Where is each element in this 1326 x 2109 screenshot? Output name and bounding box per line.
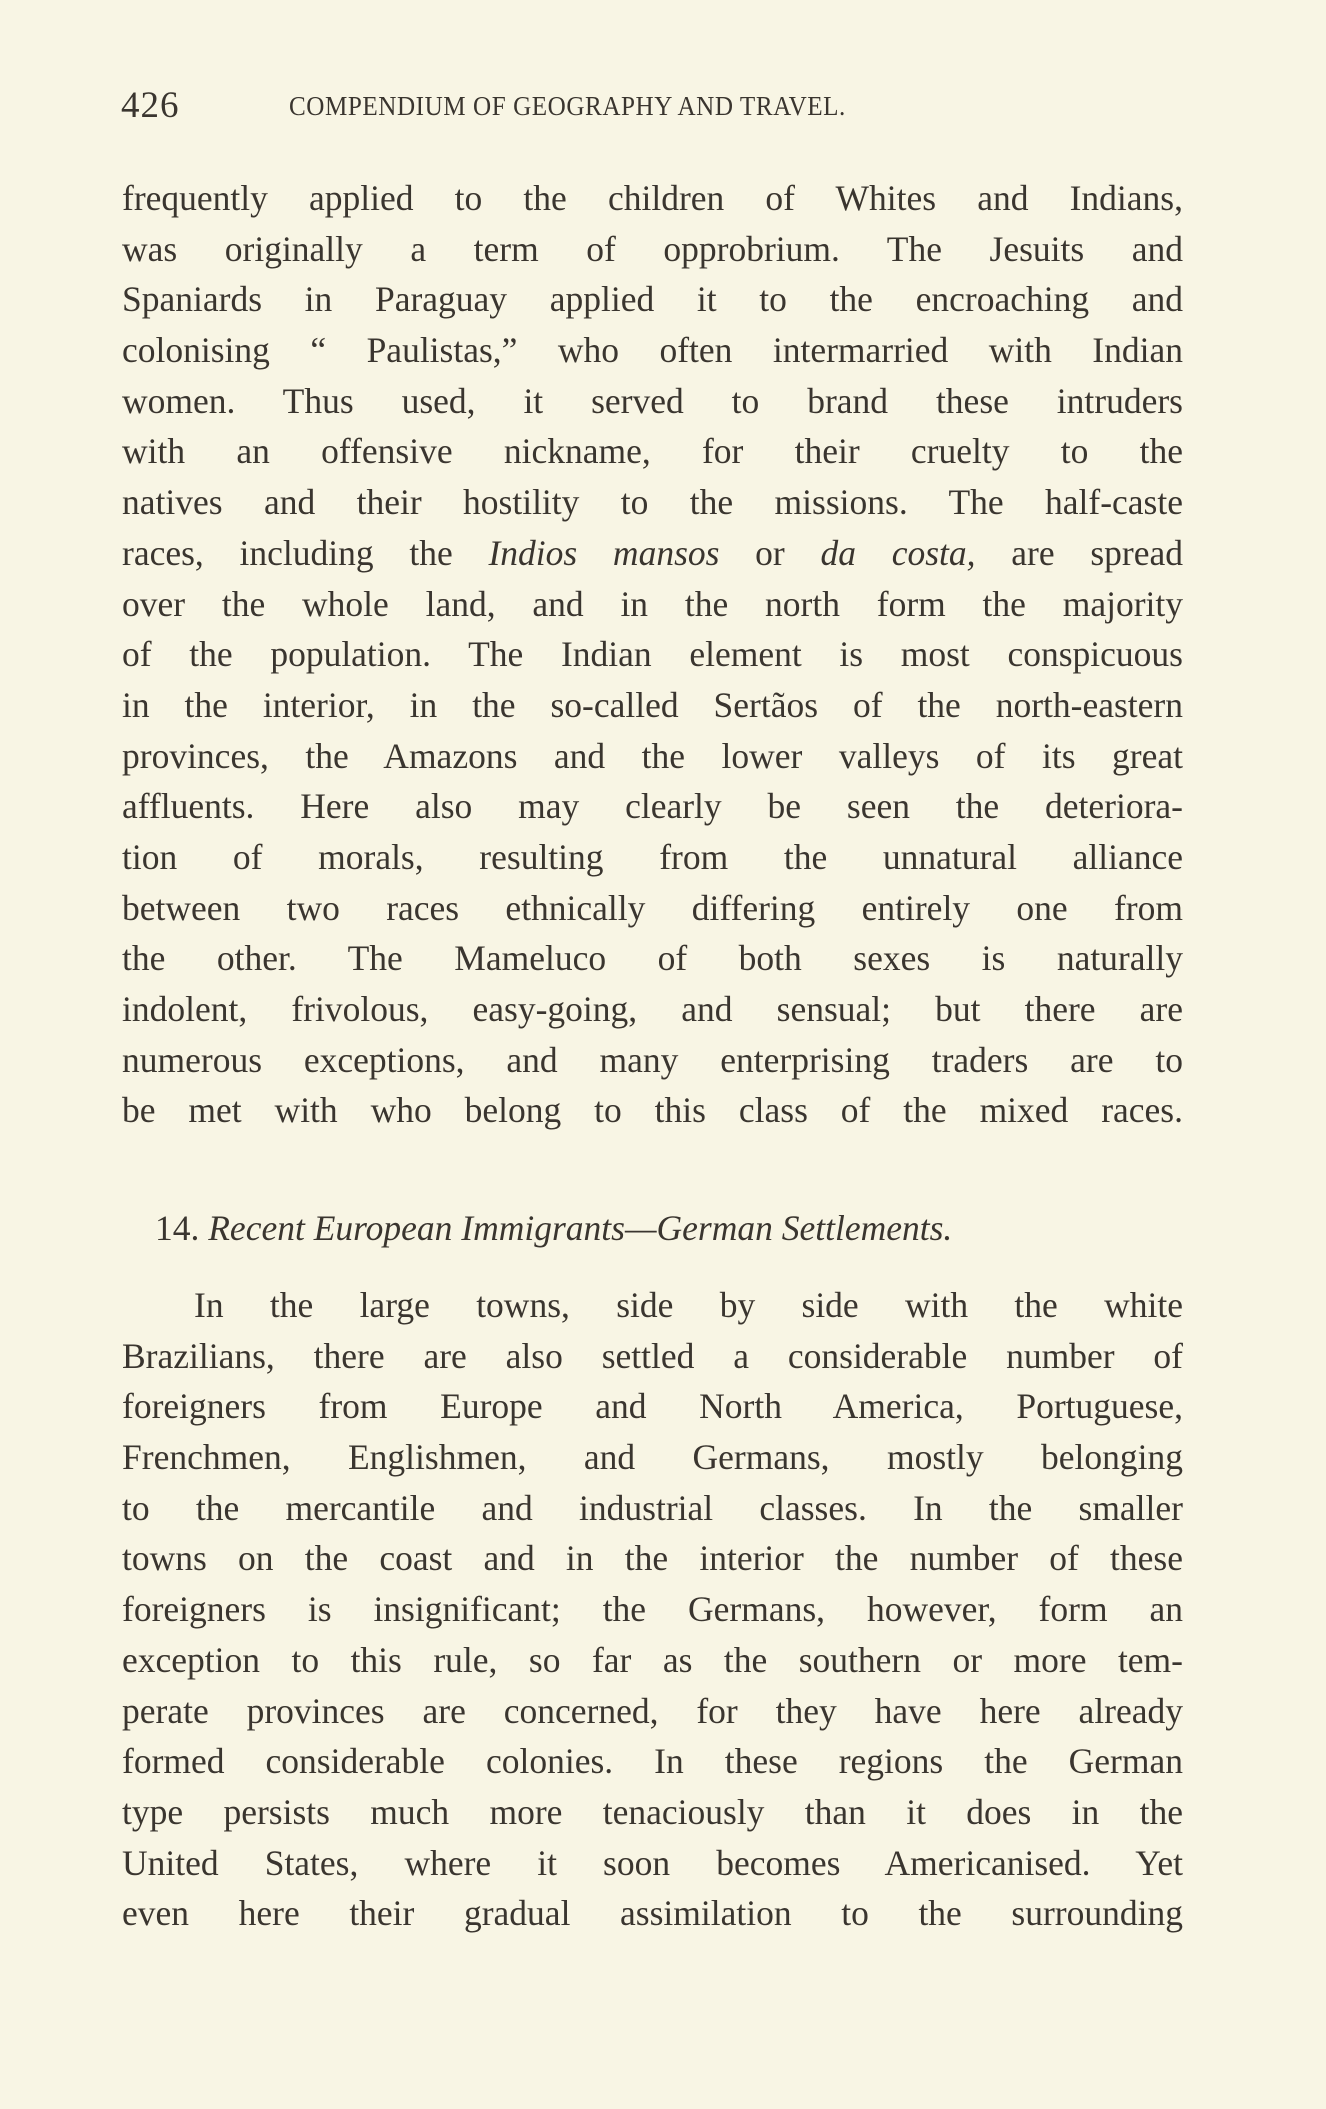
text-line-content — [122, 1635, 1183, 1686]
text-segment: are spread — [975, 532, 1183, 573]
page-number: 426 — [121, 85, 180, 126]
text-line-content — [122, 832, 1183, 883]
text-segment: formed considerable colonies. In these regions the German — [122, 1741, 1183, 1782]
text-line-content — [122, 426, 1183, 477]
text-line — [122, 426, 1183, 477]
text-line-content — [122, 579, 1183, 630]
text-line-content — [122, 1533, 1183, 1584]
text-segment: towns on the coast and in the interior the number of these — [122, 1538, 1183, 1579]
text-segment: or — [719, 532, 821, 573]
text-line-content — [122, 1035, 1183, 1086]
text-line — [122, 1533, 1183, 1584]
text-line-content — [122, 933, 1183, 984]
text-line-content — [122, 1838, 1183, 1889]
text-line-content — [122, 1085, 1183, 1136]
text-segment: United States, where it soon becomes Americanised. Yet — [122, 1842, 1183, 1883]
text-segment: was originally a term of opprobrium. The Jesuits and — [122, 228, 1183, 269]
text-segment: Spaniards in Paraguay applied it to the encroaching and — [122, 279, 1183, 320]
text-line — [122, 1838, 1183, 1889]
text-line-content — [122, 224, 1183, 275]
text-segment: of the population. The Indian element is most conspicuous — [122, 634, 1183, 675]
text-line-content — [194, 1280, 1183, 1331]
text-segment: numerous exceptions, and many enterprising traders are to — [122, 1039, 1183, 1080]
section-title: Recent European Immigrants—German Settlements. — [208, 1208, 953, 1248]
text-segment: foreigners from Europe and North America, Portuguese, — [122, 1386, 1183, 1427]
section-number: 14. — [155, 1208, 200, 1248]
text-line-content — [122, 1888, 1183, 1939]
text-segment: frequently applied to the children of Whites and Indians, — [122, 178, 1183, 218]
text-line-content — [122, 1483, 1183, 1534]
text-segment: exception to this rule, so far as the southern or more tem- — [122, 1639, 1183, 1680]
text-line-content — [122, 883, 1183, 934]
paragraph-1 — [122, 173, 1183, 1136]
text-line-content — [122, 629, 1183, 680]
text-line-content — [122, 528, 1183, 579]
text-segment: provinces, the Amazons and the lower valleys of its great — [122, 735, 1183, 776]
text-line — [122, 1736, 1183, 1787]
text-line — [122, 528, 1183, 579]
text-line — [122, 731, 1183, 782]
text-line — [122, 1787, 1183, 1838]
text-line — [122, 1381, 1183, 1432]
text-line — [122, 1432, 1183, 1483]
text-line-content — [122, 984, 1183, 1035]
text-segment: indolent, frivolous, easy-going, and sensual; but there are — [122, 989, 1183, 1029]
text-line — [122, 629, 1183, 680]
text-segment: affluents. Here also may clearly be seen the deteriora- — [122, 786, 1183, 827]
text-segment: with an offensive nickname, for their cruelty to the — [122, 431, 1183, 472]
text-segment: between two races ethnically differing entirely one from — [122, 887, 1183, 928]
text-line-content — [122, 477, 1183, 528]
text-line — [122, 1280, 1183, 1331]
text-line-content — [122, 680, 1183, 731]
text-line-content — [122, 376, 1183, 427]
text-segment: over the whole land, and in the north form the majority — [122, 583, 1183, 624]
paragraph-2 — [122, 1280, 1183, 1939]
text-segment: women. Thus used, it served to brand these intruders — [122, 380, 1183, 421]
text-line — [122, 224, 1183, 275]
italic-text: da costa, — [820, 532, 976, 573]
text-segment: races, including the — [122, 532, 489, 573]
text-line-content — [122, 1686, 1183, 1737]
text-line — [122, 1331, 1183, 1382]
text-segment: in the interior, in the so-called Sertãos of the north-eastern — [122, 684, 1183, 725]
text-line-content — [122, 781, 1183, 832]
text-line — [122, 680, 1183, 731]
text-line — [122, 1085, 1183, 1136]
text-segment: be met with who belong to this class of the mixed races. — [122, 1090, 1183, 1131]
text-line — [122, 274, 1183, 325]
text-line — [122, 984, 1183, 1035]
text-line — [122, 477, 1183, 528]
text-line — [122, 883, 1183, 934]
text-line-content — [122, 1381, 1183, 1432]
text-line-content — [122, 325, 1183, 376]
italic-text: Indios mansos — [488, 532, 720, 573]
section-heading — [155, 1203, 1155, 1253]
text-line — [122, 1584, 1183, 1635]
text-segment: to the mercantile and industrial classes. In the smaller — [122, 1487, 1183, 1528]
text-line — [122, 933, 1183, 984]
text-line-content — [122, 731, 1183, 782]
text-line — [122, 376, 1183, 427]
text-line — [122, 1483, 1183, 1534]
running-title: COMPENDIUM OF GEOGRAPHY AND TRAVEL. — [289, 91, 846, 121]
text-line — [122, 1686, 1183, 1737]
text-line — [122, 579, 1183, 630]
text-line — [122, 781, 1183, 832]
text-line-content — [122, 1787, 1183, 1838]
text-segment: Brazilians, there are also settled a considerable number of — [122, 1335, 1183, 1376]
text-segment: foreigners is insignificant; the Germans, however, form an — [122, 1589, 1183, 1630]
text-line — [122, 832, 1183, 883]
text-segment: tion of morals, resulting from the unnatural alliance — [122, 836, 1183, 877]
text-segment: Frenchmen, Englishmen, and Germans, mostly belonging — [122, 1437, 1183, 1478]
text-line — [122, 1888, 1183, 1939]
text-line-content — [122, 274, 1183, 325]
text-line — [122, 1035, 1183, 1086]
text-segment: even here their gradual assimilation to the surrounding — [122, 1893, 1183, 1934]
text-line — [122, 325, 1183, 376]
text-segment: perate provinces are concerned, for they have here already — [122, 1690, 1183, 1731]
text-segment: type persists much more tenaciously than it does in the — [122, 1791, 1183, 1832]
text-line — [122, 1635, 1183, 1686]
running-header — [121, 84, 1183, 134]
text-line — [122, 173, 1183, 224]
text-line-content — [122, 1432, 1183, 1483]
text-segment: the other. The Mameluco of both sexes is naturally — [122, 938, 1183, 979]
text-line-content — [122, 173, 1183, 224]
text-segment: natives and their hostility to the missions. The half-caste — [122, 482, 1183, 523]
text-segment: In the large towns, side by side with the white — [194, 1285, 1183, 1325]
text-line-content — [122, 1331, 1183, 1382]
text-segment: colonising “ Paulistas,” who often intermarried with Indian — [122, 330, 1183, 371]
text-line-content — [122, 1584, 1183, 1635]
text-line-content — [122, 1736, 1183, 1787]
